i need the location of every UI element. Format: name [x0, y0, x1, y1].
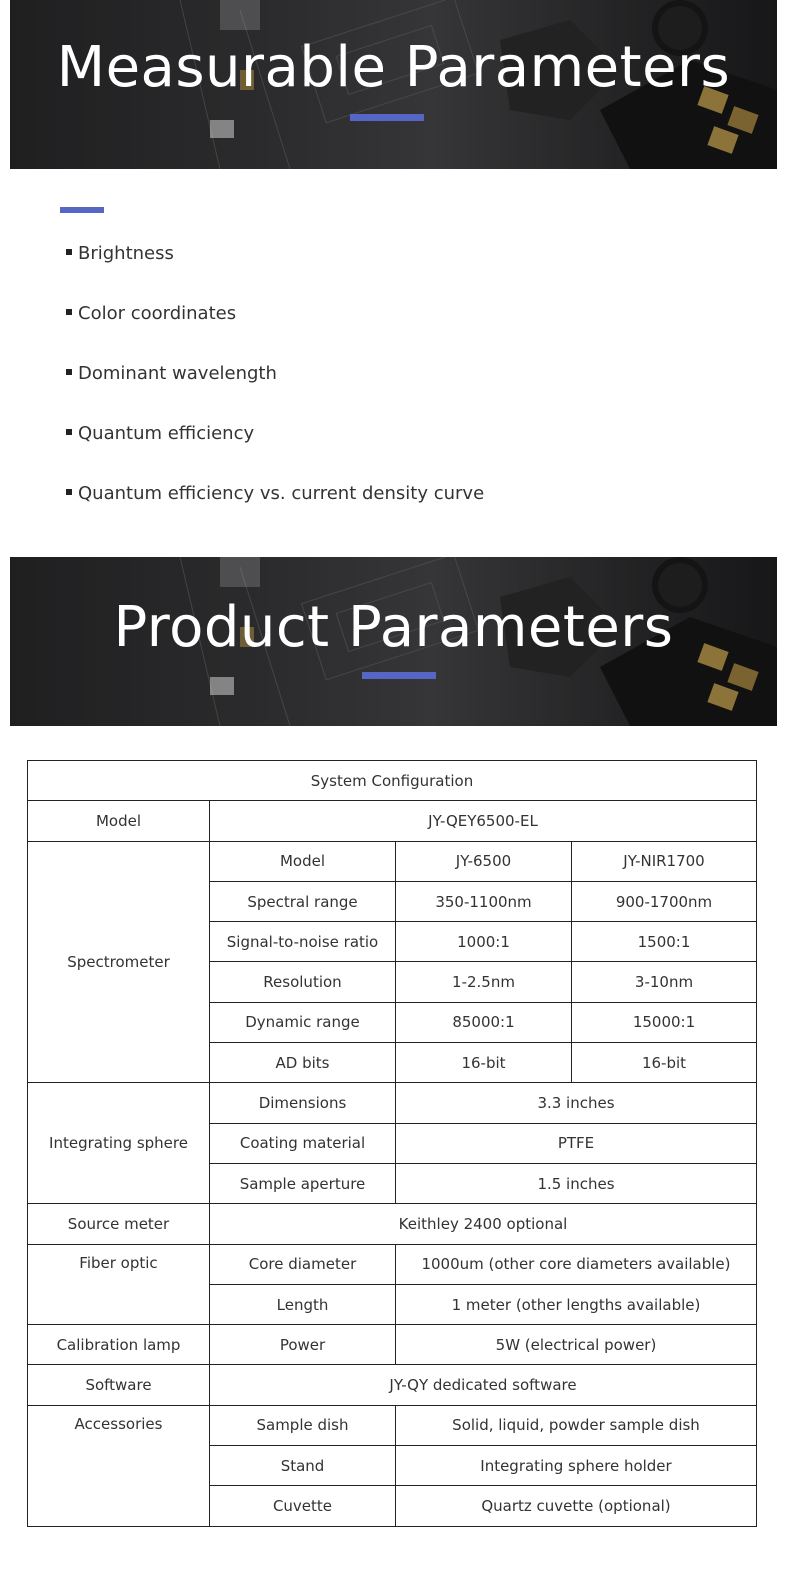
product-title: Product Parameters: [113, 595, 674, 660]
product-title-underline: [362, 672, 436, 679]
list-item-label: Color coordinates: [78, 303, 237, 324]
list-item-label: Dominant wavelength: [78, 363, 277, 384]
table-cell: 1500:1: [572, 922, 757, 962]
section-accent-bar: [60, 207, 104, 213]
table-row: [28, 1325, 757, 1365]
table-cell: 3.3 inches: [396, 1083, 757, 1123]
table-cell: Software: [28, 1365, 210, 1405]
table-cell: JY-6500: [396, 841, 572, 881]
measurable-list: [66, 240, 484, 540]
table-cell: Integrating sphere holder: [396, 1446, 757, 1486]
table-cell: Core diameter: [210, 1244, 396, 1284]
table-cell: 1 meter (other lengths available): [396, 1284, 757, 1324]
product-spec-table: [27, 760, 757, 1527]
table-group-cell: Integrating sphere: [28, 1083, 210, 1204]
table-cell: Quartz cuvette (optional): [396, 1486, 757, 1526]
bullet-square-icon: [66, 489, 72, 495]
table-cell: Dimensions: [210, 1083, 396, 1123]
table-cell: 85000:1: [396, 1002, 572, 1042]
measurable-title-underline: [350, 114, 424, 121]
table-cell: Model: [28, 801, 210, 841]
table-row: [28, 1083, 757, 1123]
table-cell: 16-bit: [572, 1043, 757, 1083]
list-item: [66, 300, 484, 360]
table-cell: Resolution: [210, 962, 396, 1002]
table-cell: 900-1700nm: [572, 881, 757, 921]
table-row: [28, 1204, 757, 1244]
table-cell: 1.5 inches: [396, 1163, 757, 1203]
table-header-cell: System Configuration: [28, 761, 757, 801]
table-cell: JY-QEY6500-EL: [210, 801, 757, 841]
table-cell: 15000:1: [572, 1002, 757, 1042]
table-cell: 1000:1: [396, 922, 572, 962]
product-banner: [10, 557, 777, 726]
bullet-square-icon: [66, 369, 72, 375]
table-row: [28, 1365, 757, 1405]
table-cell: PTFE: [396, 1123, 757, 1163]
table-cell: AD bits: [210, 1043, 396, 1083]
list-item: [66, 360, 484, 420]
table-cell: 5W (electrical power): [396, 1325, 757, 1365]
table-group-cell: Fiber optic: [28, 1244, 210, 1325]
table-cell: Model: [210, 841, 396, 881]
list-item-label: Quantum efficiency vs. current density curve: [78, 483, 485, 504]
table-cell: Source meter: [28, 1204, 210, 1244]
list-item: [66, 240, 484, 300]
table-row: [28, 761, 757, 801]
list-item-label: Quantum efficiency: [78, 423, 255, 444]
table-cell: Sample dish: [210, 1405, 396, 1445]
list-item: [66, 480, 484, 540]
bullet-square-icon: [66, 309, 72, 315]
table-cell: Keithley 2400 optional: [210, 1204, 757, 1244]
table-cell: 1000um (other core diameters available): [396, 1244, 757, 1284]
table-group-cell: Accessories: [28, 1405, 210, 1526]
table-cell: Coating material: [210, 1123, 396, 1163]
list-item: [66, 420, 484, 480]
table-row: [28, 801, 757, 841]
table-cell: Sample aperture: [210, 1163, 396, 1203]
table-cell: Stand: [210, 1446, 396, 1486]
table-row: [28, 1405, 757, 1445]
table-cell: Power: [210, 1325, 396, 1365]
table-cell: Cuvette: [210, 1486, 396, 1526]
table-cell: 1-2.5nm: [396, 962, 572, 1002]
measurable-title: Measurable Parameters: [56, 35, 731, 100]
table-cell: 16-bit: [396, 1043, 572, 1083]
table-cell: Signal-to-noise ratio: [210, 922, 396, 962]
table-cell: JY-QY dedicated software: [210, 1365, 757, 1405]
table-cell: Dynamic range: [210, 1002, 396, 1042]
table-group-cell: Spectrometer: [28, 841, 210, 1083]
table-cell: Calibration lamp: [28, 1325, 210, 1365]
table-cell: 350-1100nm: [396, 881, 572, 921]
table-cell: Length: [210, 1284, 396, 1324]
table-row: [28, 841, 757, 881]
table-cell: Spectral range: [210, 881, 396, 921]
bullet-square-icon: [66, 249, 72, 255]
table-cell: 3-10nm: [572, 962, 757, 1002]
measurable-banner: [10, 0, 777, 169]
table-cell: JY-NIR1700: [572, 841, 757, 881]
bullet-square-icon: [66, 429, 72, 435]
list-item-label: Brightness: [78, 243, 174, 264]
table-row: [28, 1244, 757, 1284]
table-cell: Solid, liquid, powder sample dish: [396, 1405, 757, 1445]
